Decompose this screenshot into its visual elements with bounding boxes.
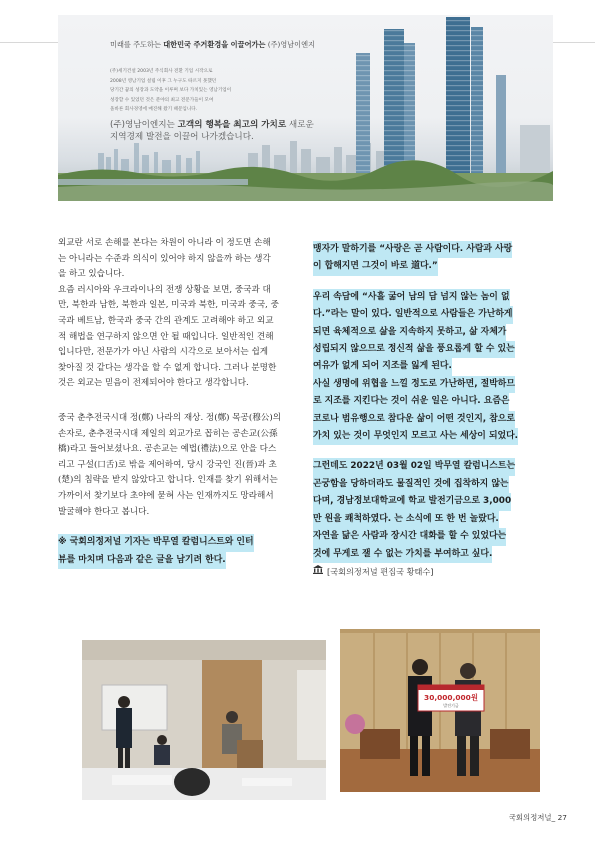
highlight-line: 여유가 없게 되어 지조를 잃게 된다.	[313, 358, 452, 375]
text-line: 찾아질 것 같다는 생각을 할 수 없게 합니다. 그러나 분명한	[58, 362, 277, 373]
highlight-line: 자연을 닮은 사람과 장시간 대화를 할 수 있었다는	[313, 528, 506, 545]
highlight-line: 가치 있는 것이 무엇인지 모르고 사는 세상이 되었다.	[313, 428, 518, 445]
right-column	[313, 241, 555, 580]
banner-body-line: 올바른 회사경영에 매진해 왔기 때문입니다.	[110, 107, 198, 113]
banner-body-line: 당기간 꿈의 성장과 도약을 이루며 보다 가치있는 영남기업이	[110, 88, 232, 94]
donation-photo	[340, 629, 540, 792]
text-line: 입니다만, 전문가가 아닌 사람의 시각으로 보아서는 쉽게	[58, 347, 269, 358]
highlight-note	[58, 534, 302, 569]
paragraph-gongsongyo	[58, 411, 302, 520]
text-line: 가까이서 찾기보다 초야에 묻혀 사는 인재까지도 망라해서	[58, 490, 274, 501]
left-column	[58, 236, 302, 569]
highlight-line: 성립되지 않으므로 정신적 삶을 풍요롭게 할 수 있는	[313, 341, 515, 358]
building-icon	[313, 564, 323, 580]
text-line: 외교란 서로 손해를 본다는 차원이 아니라 이 정도면 손해	[58, 238, 271, 248]
banner-slogan: (주)영남이엔지는 고객의 행복을 최고의 가치로 새로운 지역경제 발전을 이끌어 나가겠습니다.	[110, 120, 314, 142]
highlight-line: 우리 속담에 “사흘 굶어 남의 담 넘지 않는 놈이 없	[313, 289, 510, 306]
reporter-credit	[313, 564, 555, 580]
mencius-quote	[313, 241, 555, 276]
text-line: 리고 구설(口舌)로 밖을 제어하여, 당시 강국인 진(晉)과 초	[58, 459, 277, 470]
highlight-line: 사실 생명에 위협을 느낄 정도로 가난하면, 절박하므	[313, 376, 515, 393]
header-banner-image	[58, 15, 553, 201]
highlight-line: 로 지조를 지킨다는 것이 쉬운 일은 아니다. 요즘은	[313, 393, 509, 410]
highlight-line: 그런데도 2022년 03월 02일 박무열 칼럼니스트는	[313, 458, 515, 475]
donation-paragraph	[313, 458, 555, 562]
highlight-line: 것에 무게로 잴 수 없는 가치를 부여하고 싶다.	[313, 546, 492, 563]
highlight-line: 곤궁함을 당하더라도 물질적인 것에 집착하지 않는	[313, 476, 509, 493]
banner-description	[110, 67, 231, 115]
banner-body-line: 성장할 수 있었던 것은 분야의 최고 전문가들이 모여	[110, 97, 214, 103]
text-line: 요즘 러시아와 우크라이나의 전쟁 상황을 보면, 중국과 대	[58, 284, 271, 295]
text-line: 것은 외교는 믿음이 전제되어야 한다고 생각합니다.	[58, 378, 249, 389]
highlight-line: 만 원을 쾌척하였다. 는 소식에 또 한 번 놀랐다.	[313, 511, 499, 528]
text-line: 국과 베트남, 한국과 중국 간의 관계도 고려해야 하고 외교	[58, 315, 274, 326]
highlight-line: 다며, 경남정보대학교에 학교 발전기금으로 3,000	[313, 493, 511, 510]
highlight-line: ※ 국회의정저널 기자는 박무열 칼럼니스트와 인터	[58, 534, 254, 551]
donation-board-amount: 30,000,000원	[424, 693, 478, 702]
highlight-line: 되면 육체적으로 삶을 지속하지 못하고, 삶 자체가	[313, 324, 506, 341]
proverb-paragraph	[313, 289, 555, 446]
text-line: 발굴해야 한다고 봅니다.	[58, 506, 150, 517]
page-number: 국회의정저널_ 27	[508, 813, 567, 822]
text-line: 중국 춘추전국시대 정(鄭) 나라의 재상. 정(鄭) 목공(穆公)의	[58, 412, 282, 423]
text-line: (楚)의 침략을 받지 않았다고 합니다. 인재를 찾기 위해서는	[58, 475, 278, 486]
text-line: 만, 북한과 남한, 북한과 일본, 미국과 북한, 미국과 중국, 중	[58, 300, 279, 311]
highlight-line: 다.”라는 말이 있다. 일반적으로 사람들은 가난하게	[313, 306, 513, 323]
text-line: 橋)라고 들어보셨나요. 공손교는 예법(禮法)으로 안을 다스	[58, 444, 277, 455]
text-line: 을 하고 있습니다.	[58, 269, 125, 280]
text-line: 적 해법을 연구하지 않으면 안 될 때입니다. 일반적인 견해	[58, 331, 274, 342]
seminar-photo	[82, 640, 326, 800]
paragraph-diplomacy	[58, 236, 302, 392]
text-line: 손자로, 춘추전국시대 제일의 외교가로 꼽히는 공손교(公孫	[58, 428, 278, 439]
donation-board-caption: 발전기금	[443, 703, 459, 708]
banner-body-line: (주)세기건설 2003년 주식회사 전환 기업 시작으로	[110, 69, 213, 74]
banner-body-line: 2008년 영남기업 설립 이후 그 누구도 따르지 못했던	[110, 78, 217, 84]
highlight-line: 맹자가 말하기를 “사랑은 곧 사람이다. 사람과 사랑	[313, 241, 512, 258]
highlight-line: 코로나 범유행으로 참다운 삶이 어떤 것인지, 참으로	[313, 411, 515, 428]
credit-text: [국회의정저널 편집국 황태수]	[327, 566, 434, 577]
banner-title: 미래를 주도하는 대한민국 주거환경을 이끌어가는 (주)영남이엔지	[110, 40, 315, 49]
text-line: 는 아니라는 수준과 의식이 있어야 하지 않을까 하는 생각	[58, 253, 271, 264]
highlight-line: 뷰를 마치며 다음과 같은 글을 남기려 한다.	[58, 552, 226, 569]
highlight-line: 이 합해지면 그것이 바로 道다.”	[313, 258, 438, 275]
